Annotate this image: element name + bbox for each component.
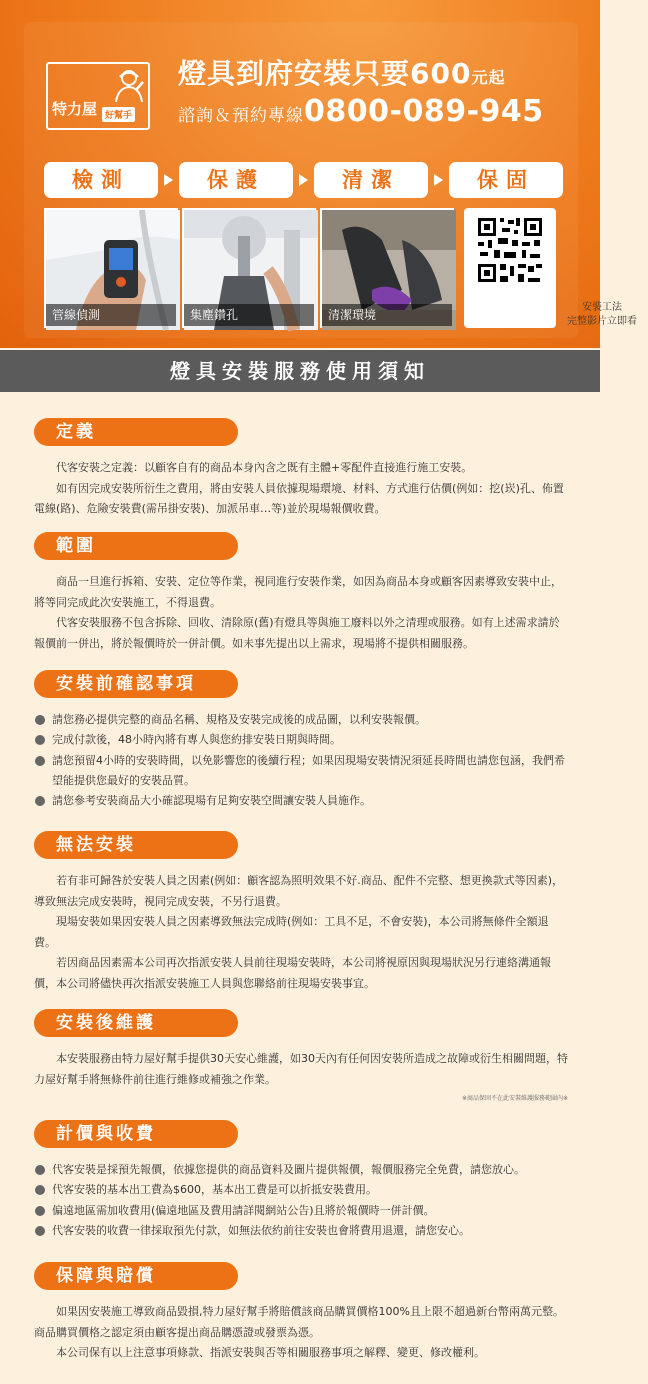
section-body-cannot xyxy=(34,871,568,994)
section-heading-cannot: 無法安裝 xyxy=(34,831,238,859)
service-steps xyxy=(44,162,556,198)
step-arrow-icon xyxy=(434,174,443,186)
photo-detector xyxy=(44,208,178,328)
photo-caption: 清潔環境 xyxy=(322,304,452,326)
step-clean: 清潔 xyxy=(314,162,428,198)
list-item: 代客安裝的基本出工費為$600，基本出工費是可以折抵安裝費用。 xyxy=(34,1180,568,1200)
paragraph: 代客安裝之定義：以顧客自有的商品本身內含之既有主體+零配件直接進行施工安裝。 xyxy=(56,461,473,474)
maintenance-note: ※商品保固不在此安裝維護服務範圍內※ xyxy=(461,1095,568,1102)
list-item: 請您務必提供完整的商品名稱、規格及安裝完成後的成品圖，以利安裝報價。 xyxy=(34,710,568,730)
list-item: 完成付款後，48小時內將有專人與您約排安裝日期與時間。 xyxy=(34,730,568,750)
paragraph: 若因商品因素需本公司再次指派安裝人員前往現場安裝時，本公司將視原因與現場狀況另行連絡溝通報價，本公司將儘快再次指派安裝施工人員與您聯絡前往現場安裝事宜。 xyxy=(34,956,551,990)
section-heading-confirm: 安裝前確認事項 xyxy=(34,670,238,698)
step-arrow-icon xyxy=(299,174,308,186)
section-body-maintenance xyxy=(34,1049,568,1090)
section-body-definition xyxy=(34,458,568,520)
step-inspect: 檢測 xyxy=(44,162,158,198)
paragraph: 若有非可歸咎於安裝人員之因素(例如：顧客認為照明效果不好.商品、配件不完整、想更換款式等因素)，導致無法完成安裝時，視同完成安裝，不另行退費。 xyxy=(34,874,564,908)
headline-suffix: 元起 xyxy=(471,68,506,87)
hotline xyxy=(178,94,544,129)
headline xyxy=(178,52,505,92)
section-heading-scope: 範圍 xyxy=(34,532,238,560)
section-heading-definition: 定義 xyxy=(34,418,238,446)
section-body-scope xyxy=(34,572,568,654)
hero-banner xyxy=(0,0,637,348)
section-body-warranty xyxy=(34,1302,568,1364)
list-item: 代客安裝是採預先報價，依據您提供的商品資料及圖片提供報價，報價服務完全免費，請您放心。 xyxy=(34,1160,568,1180)
section-list-confirm xyxy=(34,710,568,811)
list-item: 偏遠地區需加收費用(偏遠地區及費用請詳閱網站公告)且將於報價時一併計價。 xyxy=(34,1201,568,1221)
paragraph: 代客安裝服務不包含拆除、回收、清除原(舊)有燈具等與施工廢料以外之清理或服務。如有上述需求請於報價前一併出，將於報價時於一併計價。如未事先提出以上需求，現場將不提供相關服務。 xyxy=(34,616,560,650)
step-warranty: 保固 xyxy=(449,162,563,198)
paragraph: 商品一旦進行拆箱、安裝、定位等作業，視同進行安裝作業，如因為商品本身或顧客因素導致安裝中止，將等同完成此次安裝施工，不得退費。 xyxy=(34,575,562,609)
photo-vacuum xyxy=(320,208,454,328)
section-heading-warranty: 保障與賠償 xyxy=(34,1262,238,1290)
brand-logo xyxy=(46,62,150,130)
list-item: 代客安裝的收費一律採取預先付款，如無法依約前往安裝也會將費用退還，請您安心。 xyxy=(34,1221,568,1241)
headline-main: 燈具到府安裝只要600 xyxy=(178,57,472,90)
paragraph: 如有因完成安裝所衍生之費用，將由安裝人員依據現場環境、材料、方式進行估價(例如：挖(崁)孔、佈置電線(路)、危險安裝費(需吊掛安裝)、加派吊車…等)並於現場報價收費。 xyxy=(34,481,564,515)
photo-caption: 集塵鑽孔 xyxy=(184,304,314,326)
handyman-icon xyxy=(112,68,146,104)
logo-brand-text: 特力屋 xyxy=(52,100,98,118)
paragraph: 本公司保有以上注意事項條款、指派安裝與否等相關服務事項之解釋、變更、修改權利。 xyxy=(56,1346,485,1359)
photo-drill xyxy=(182,208,316,328)
section-list-pricing xyxy=(34,1160,568,1241)
paragraph: 現場安裝如果因安裝人員之因素導致無法完成時(例如：工具不足，不會安裝)，本公司將無條件全額退費。 xyxy=(34,915,549,949)
hotline-label: 諮詢＆預約專線 xyxy=(178,106,304,126)
hotline-number[interactable]: 0800-089-945 xyxy=(304,94,544,129)
notice-title-band xyxy=(0,350,600,392)
list-item: 請您參考安裝商品大小確認現場有足夠安裝空間讓安裝人員施作。 xyxy=(34,791,568,811)
qr-card[interactable] xyxy=(464,208,637,328)
paragraph: 如果因安裝施工導致商品毀損,特力屋好幫手將賠償該商品購買價格100%且上限不超過新台幣兩萬元整。商品購買價格之認定須由顧客提出商品購憑證或發票為憑。 xyxy=(34,1305,564,1339)
photo-caption: 管線偵測 xyxy=(46,304,176,326)
qr-caption-line1: 安裝工法 xyxy=(582,302,622,313)
qr-code-icon[interactable] xyxy=(464,208,556,296)
logo-sub-text: 好幫手 xyxy=(102,107,135,122)
page-title: 燈具安裝服務使用須知 xyxy=(170,359,430,383)
paragraph: 本安裝服務由特力屋好幫手提供30天安心維護，如30天內有任何因安裝所造成之故障或衍生相關問題，特力屋好幫手將無條件前往進行維修或補強之作業。 xyxy=(34,1052,568,1086)
step-protect: 保護 xyxy=(179,162,293,198)
step-arrow-icon xyxy=(164,174,173,186)
section-heading-maintenance: 安裝後維護 xyxy=(34,1009,238,1037)
qr-caption-line2: 完整影片立即看 xyxy=(567,316,637,327)
section-heading-pricing: 計價與收費 xyxy=(34,1120,238,1148)
list-item: 請您預留4小時的安裝時間，以免影響您的後續行程；如果因現場安裝情況須延長時間也請您包涵，我們希望能提供您最好的安裝品質。 xyxy=(34,751,568,792)
